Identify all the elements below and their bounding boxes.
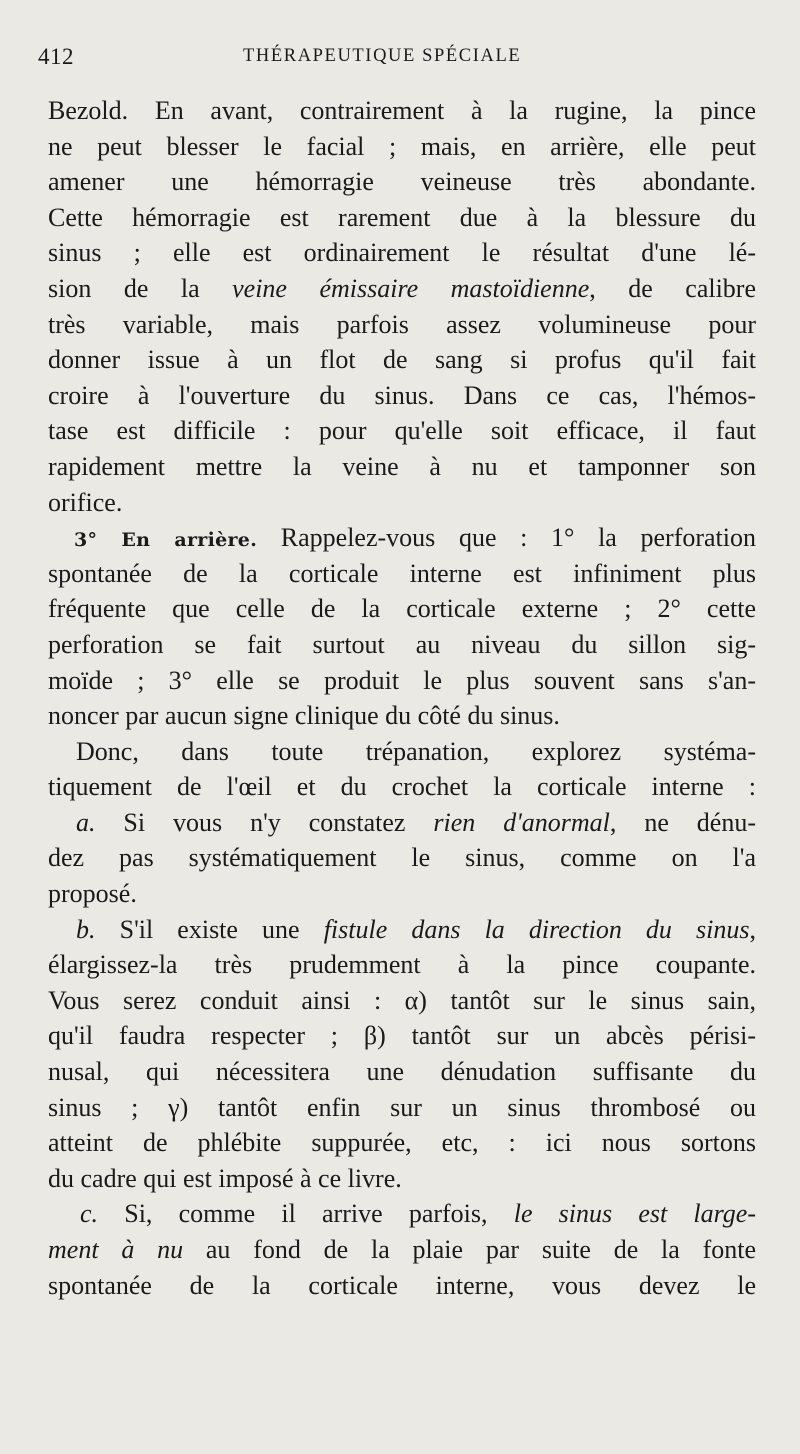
text-run: ne peut blesser le facial ; mais, en arrière, elle peut: [48, 131, 756, 161]
text-run: Si vous n'y constatez: [95, 807, 434, 837]
text-line: [48, 1125, 756, 1161]
text-line: [48, 164, 756, 200]
text-line: [48, 591, 756, 627]
italic-text: a.: [76, 807, 96, 837]
text-run: orifice.: [48, 487, 123, 517]
text-run: perforation se fait surtout au niveau du sillon sig-: [48, 629, 756, 659]
text-run: spontanée de la corticale interne est infiniment plus: [48, 558, 756, 588]
text-run: tase est difficile : pour qu'elle soit efficace, il faut: [48, 416, 756, 446]
running-head: THÉRAPEUTIQUE SPÉCIALE: [243, 46, 522, 66]
text-line: [48, 129, 756, 165]
text-run: , de calibre: [589, 273, 756, 303]
text-line: [48, 93, 756, 129]
italic-text: le sinus est large-: [513, 1199, 756, 1229]
italic-text: fistule dans la direction du sinus: [323, 914, 750, 944]
text-line: [48, 520, 756, 556]
text-line: [48, 876, 756, 912]
text-run: atteint de phlébite suppurée, etc, : ici nous sortons: [48, 1128, 756, 1158]
text-run: rapidement mettre la veine à nu et tamponner son: [48, 451, 756, 481]
text-line: [48, 200, 756, 236]
text-line: [48, 307, 756, 343]
text-run: noncer par aucun signe clinique du côté du sinus.: [48, 701, 560, 731]
text-line: [48, 1268, 756, 1304]
text-run: sinus ; elle est ordinairement le résultat d'une lé-: [48, 238, 756, 268]
text-run: nusal, qui nécessitera une dénudation suffisante du: [48, 1057, 756, 1087]
text-line: [48, 1090, 756, 1126]
body-text: [48, 93, 756, 1303]
text-line: [48, 769, 756, 805]
text-run: Cette hémorragie est rarement due à la blessure du: [48, 202, 756, 232]
italic-text: rien d'anormal: [433, 807, 610, 837]
text-line: [48, 840, 756, 876]
italic-text: veine émissaire mastoïdienne: [232, 273, 590, 303]
text-run: ,: [749, 914, 756, 944]
text-run: au fond de la plaie par suite de la fonte: [183, 1235, 756, 1264]
text-run: Si, comme il arrive parfois,: [98, 1199, 514, 1229]
text-line: [48, 983, 756, 1019]
text-line: [48, 734, 756, 770]
page-number: 412: [38, 44, 74, 69]
text-line: [48, 342, 756, 378]
text-line: [48, 235, 756, 271]
text-run: moïde ; 3° elle se produit le plus souvent sans s'an-: [48, 665, 756, 695]
text-run: amener une hémorragie veineuse très abondante.: [48, 167, 756, 197]
text-run: S'il existe une: [95, 914, 324, 944]
text-run: sinus ; γ) tantôt enfin sur un sinus thrombosé ou: [48, 1092, 756, 1122]
text-line: [48, 1232, 756, 1268]
text-line: [48, 698, 756, 734]
text-run: Donc, dans toute trépanation, explorez systéma-: [76, 736, 756, 766]
text-run: donner issue à un flot de sang si profus qu'il fait: [48, 345, 756, 375]
text-line: [48, 378, 756, 414]
text-line: [48, 1018, 756, 1054]
text-line: [48, 663, 756, 699]
text-run: élargissez-la très prudemment à la pince coupante.: [48, 950, 756, 980]
text-run: qu'il faudra respecter ; β) tantôt sur un abcès périsi-: [48, 1021, 756, 1051]
text-run: très variable, mais parfois assez volumineuse pour: [48, 309, 756, 339]
text-run: fréquente que celle de la corticale externe ; 2° cette: [48, 594, 756, 624]
text-run: dez pas systématiquement le sinus, comme on l'a: [48, 843, 756, 873]
text-line: [48, 1161, 756, 1197]
page-header: [38, 44, 754, 70]
text-line: [48, 485, 756, 521]
text-line: [48, 912, 756, 948]
section-subheading: 3° En arrière.: [74, 529, 258, 552]
text-line: [48, 947, 756, 983]
text-run: croire à l'ouverture du sinus. Dans ce cas, l'hémos-: [48, 380, 756, 410]
text-line: [48, 413, 756, 449]
italic-text: b.: [76, 914, 96, 944]
italic-text: ment à nu: [48, 1235, 184, 1264]
text-run: spontanée de la corticale interne, vous devez le: [48, 1270, 756, 1300]
text-run: Vous serez conduit ainsi : α) tantôt sur le sinus sain,: [48, 985, 756, 1015]
text-run: sion de la: [48, 273, 233, 303]
text-line: [48, 271, 756, 307]
text-run: , ne dénu-: [609, 807, 756, 837]
text-line: [48, 556, 756, 592]
text-run: proposé.: [48, 879, 137, 909]
text-line: [48, 1054, 756, 1090]
italic-text: c.: [80, 1199, 99, 1229]
text-line: [48, 805, 756, 841]
text-line: [48, 627, 756, 663]
text-run: du cadre qui est imposé à ce livre.: [48, 1163, 402, 1193]
text-line: [48, 449, 756, 485]
text-run: Bezold. En avant, contrairement à la rugine, la pince: [48, 96, 756, 125]
text-run: Rappelez-vous que : 1° la perforation: [257, 523, 756, 553]
text-run: tiquement de l'œil et du crochet la corticale interne :: [48, 772, 756, 802]
text-line: [48, 1196, 756, 1232]
